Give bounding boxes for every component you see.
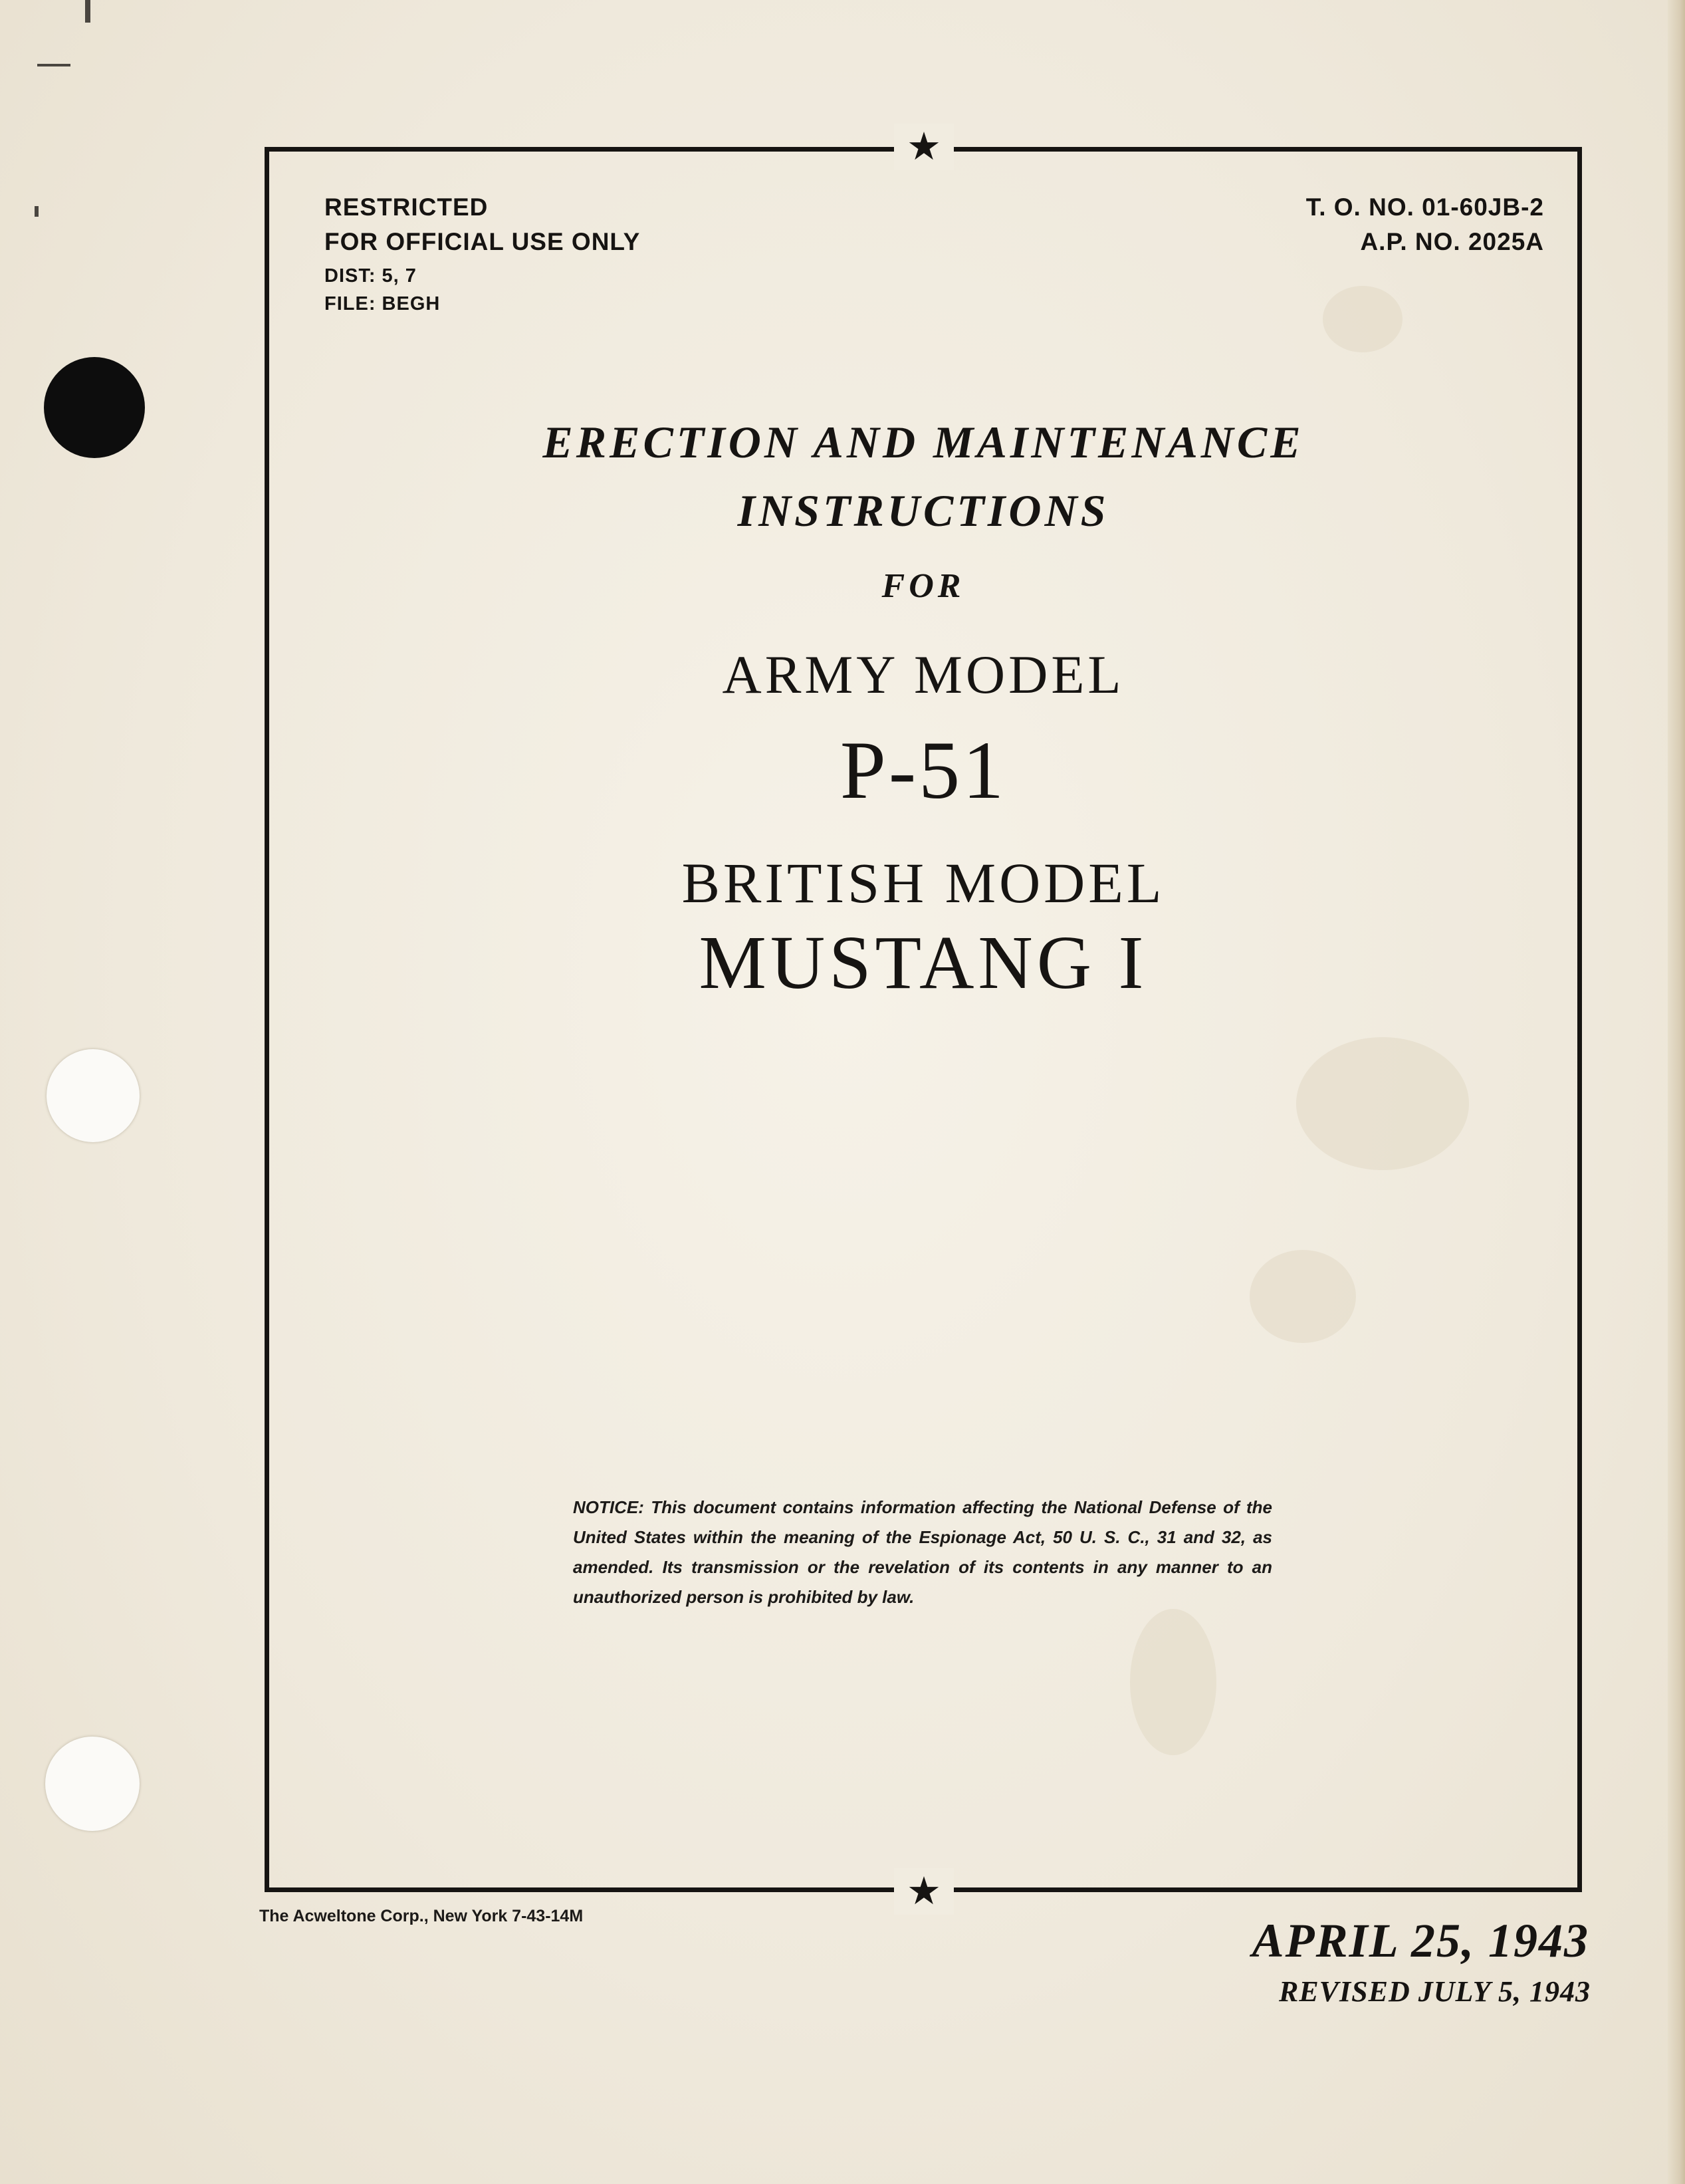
p51-heading: P-51	[840, 725, 1007, 816]
printer-credit: The Acweltone Corp., New York 7-43-14M	[259, 1907, 584, 1925]
official-use-label: FOR OFFICIAL USE ONLY	[324, 228, 641, 255]
punch-hole	[44, 357, 145, 458]
revision-date: REVISED JULY 5, 1943	[1278, 1975, 1591, 2008]
restricted-label: RESTRICTED	[324, 193, 489, 221]
star-icon: ★	[894, 124, 954, 170]
star-icon: ★	[894, 1868, 954, 1915]
document-number-block	[1306, 190, 1544, 259]
ap-number: A.P. NO. 2025A	[1360, 228, 1544, 255]
dist-label: DIST: 5, 7	[324, 265, 417, 287]
title-line-2: INSTRUCTIONS	[737, 485, 1109, 536]
mustang-heading: MUSTANG I	[699, 920, 1148, 1005]
classification-block	[324, 190, 640, 315]
paper-mark	[37, 64, 70, 66]
british-model-heading: BRITISH MODEL	[681, 851, 1165, 915]
punch-hole	[45, 1737, 140, 1831]
paper-edge	[1668, 0, 1685, 2184]
title-for: FOR	[881, 567, 965, 605]
paper-mark	[85, 0, 90, 23]
file-label: FILE: BEGH	[324, 293, 441, 314]
punch-hole	[47, 1049, 140, 1142]
espionage-notice: NOTICE: This document contains information affecting the National Defense of the United States within the meaning of the Espionage Act, 50 U. S. C., 31 and 32, as amended. Its transmission or the revelation of its contents in any manner to an unauthorized person is prohibited by law.	[573, 1497, 1272, 1607]
army-model-heading: ARMY MODEL	[722, 644, 1125, 705]
issue-date: APRIL 25, 1943	[1252, 1914, 1589, 1967]
to-number: T. O. NO. 01-60JB-2	[1305, 193, 1544, 221]
paper-mark	[35, 206, 39, 217]
title-line-1: ERECTION AND MAINTENANCE	[542, 417, 1304, 467]
